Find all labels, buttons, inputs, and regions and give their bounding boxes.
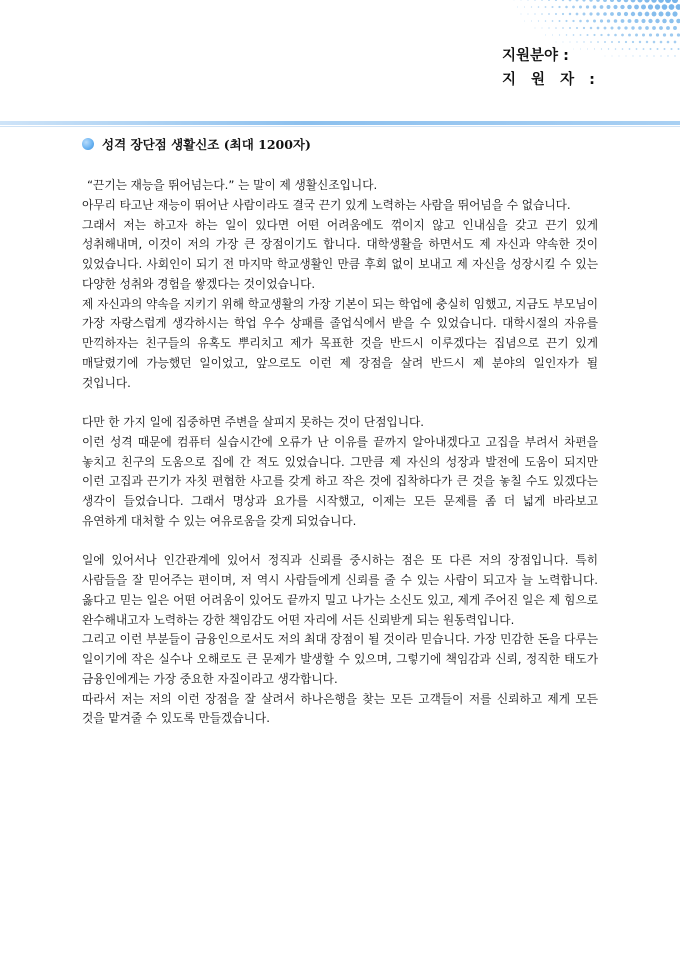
decor-dot xyxy=(610,0,614,2)
decor-dot xyxy=(589,12,592,15)
decor-dot xyxy=(593,20,596,23)
paragraph: 다만 한 가지 일에 집중하면 주변을 살피지 못하는 것이 단점입니다. xyxy=(82,415,424,429)
header-divider xyxy=(0,120,680,129)
decor-dot xyxy=(629,48,631,50)
decor-dot xyxy=(660,41,663,44)
decor-dot xyxy=(652,26,656,30)
decor-dot xyxy=(639,55,640,56)
decor-dot xyxy=(534,13,535,14)
decor-dot xyxy=(589,0,592,2)
section-title: 성격 장단점 생활신조 (최대 1200자) xyxy=(102,137,311,152)
decor-dot xyxy=(624,0,629,2)
decor-dot xyxy=(624,26,627,29)
decor-dot xyxy=(659,12,664,17)
decor-dot xyxy=(641,4,646,9)
decor-dot xyxy=(593,5,596,8)
decor-dot xyxy=(587,34,589,36)
decor-dot xyxy=(669,4,675,10)
decor-dot xyxy=(646,41,648,43)
decor-dot xyxy=(636,48,638,50)
decor-dot xyxy=(562,0,564,1)
decor-dot xyxy=(666,26,670,30)
decor-dot xyxy=(645,12,650,17)
decor-dot xyxy=(569,41,570,42)
decor-dot xyxy=(600,19,603,22)
decor-dot xyxy=(555,0,557,1)
decor-dot xyxy=(545,6,547,8)
decor-dot xyxy=(660,55,661,56)
decor-dot xyxy=(565,20,567,22)
decor-dot xyxy=(603,0,607,2)
decor-dot xyxy=(590,27,593,30)
decor-dot xyxy=(674,55,675,56)
decor-dot xyxy=(576,13,579,16)
decor-dot xyxy=(677,48,679,50)
decor-dot xyxy=(631,0,636,2)
decor-dot xyxy=(534,0,536,1)
decor-dot xyxy=(667,55,668,56)
decor-dot xyxy=(649,33,652,36)
decor-dot xyxy=(583,41,584,42)
field-label-support-area: 지원분야 : xyxy=(502,48,569,64)
decor-dot xyxy=(579,6,582,9)
paragraph: 일에 있어서나 인간관계에 있어서 정직과 신뢰를 중시하는 점은 또 다른 저의 장점입니다. 특히 사람들을 잘 믿어주는 편이며, 저 역시 사람들에게 신뢰를 줄 수 있는 사람이 되고자 늘 노력합니다. 옳다고 믿는 일은 어떤 어려움이 있어도 끝까지 밀고 나가는 소신도 있고, 제게 주어진 일은 제 힘으로 완수해내고자 노력하는 강한 책임감도 어떤 자리에 서든 신뢰받게 되는 원동력입니다. xyxy=(82,553,598,627)
decor-dot xyxy=(644,0,649,3)
decor-dot xyxy=(659,26,663,30)
decor-dot xyxy=(676,19,680,24)
decor-dot xyxy=(582,0,585,2)
decor-dot xyxy=(674,41,677,44)
decor-dot xyxy=(538,20,539,21)
decor-dot xyxy=(617,26,620,29)
decor-dot xyxy=(610,12,614,16)
decor-dot xyxy=(545,20,547,22)
decor-dot xyxy=(641,19,645,23)
decor-dot xyxy=(619,56,620,57)
decor-dot xyxy=(569,27,571,29)
decor-dot xyxy=(611,41,613,43)
decor-dot xyxy=(673,26,677,30)
decor-dot xyxy=(576,0,579,1)
decor-dot xyxy=(625,41,627,43)
decor-dot xyxy=(614,34,617,37)
paragraph-spacer xyxy=(82,393,598,413)
decor-dot xyxy=(621,34,624,37)
decor-dot xyxy=(597,27,600,30)
decor-dot xyxy=(596,0,600,2)
decor-dot xyxy=(634,19,638,23)
decor-dot xyxy=(672,11,677,16)
decor-dot xyxy=(527,13,528,14)
decor-dot xyxy=(590,41,592,43)
decor-dot xyxy=(657,48,659,50)
decor-dot xyxy=(676,4,680,10)
decor-dot xyxy=(632,55,633,56)
decor-dot xyxy=(669,19,674,24)
decor-dot xyxy=(520,0,521,1)
decor-dot xyxy=(622,48,624,50)
decor-dot xyxy=(600,5,604,9)
decor-dot xyxy=(604,41,606,43)
decor-dot xyxy=(627,5,632,10)
decor-dot xyxy=(535,28,536,29)
decor-dot xyxy=(586,5,589,8)
decor-dot xyxy=(607,34,609,36)
decor-dot xyxy=(662,4,668,10)
decor-dot xyxy=(559,20,561,22)
decor-dot xyxy=(642,33,645,36)
decor-dot xyxy=(603,12,607,16)
decor-dot xyxy=(545,35,546,36)
decor-dot xyxy=(556,42,557,43)
decor-dot xyxy=(632,41,634,43)
decor-dot xyxy=(572,6,575,9)
decor-dot xyxy=(651,0,657,3)
decor-dot xyxy=(607,19,610,22)
decor-dot xyxy=(527,0,528,1)
decor-dot xyxy=(562,13,564,15)
decor-dot xyxy=(645,26,649,30)
field-label-applicant: 지 원 자 : xyxy=(502,72,600,88)
decor-dot xyxy=(586,20,589,23)
decor-dot xyxy=(541,27,542,28)
decor-dot xyxy=(597,41,599,43)
paragraph: 아무리 타고난 재능이 뛰어난 사람이라도 결국 끈기 있게 노력하는 사람을 뛰어넘을 수 없습니다. xyxy=(82,197,571,212)
decor-dot xyxy=(672,0,678,3)
decor-dot xyxy=(650,48,652,50)
decor-dot xyxy=(559,34,560,35)
decor-dot xyxy=(665,11,670,16)
decor-dot xyxy=(631,26,634,29)
decor-dot xyxy=(620,5,624,9)
decor-dot xyxy=(624,12,628,16)
decor-dot xyxy=(579,20,582,23)
decor-dot xyxy=(652,12,657,17)
decor-dot xyxy=(638,12,643,17)
decor-dot xyxy=(596,12,599,15)
decor-dot xyxy=(605,56,606,57)
decor-dot xyxy=(521,14,522,15)
decor-dot xyxy=(656,33,659,36)
decor-dot xyxy=(576,27,578,29)
decor-dot xyxy=(663,33,666,36)
decor-dot xyxy=(618,41,620,43)
decor-dot xyxy=(670,48,672,50)
decor-dot xyxy=(555,27,557,29)
decor-dot xyxy=(552,20,554,22)
paragraph: 따라서 저는 저의 이런 장점을 잘 살려서 하나은행을 찾는 모든 고객들이 저를 신뢰하고 제게 모든 것을 맡겨줄 수 있도록 만들겠습니다. xyxy=(82,691,598,726)
decor-dot xyxy=(643,48,645,50)
decor-dot xyxy=(541,0,543,1)
bullet-circle-icon xyxy=(82,138,94,150)
decor-dot xyxy=(628,19,632,23)
decor-dot xyxy=(531,20,532,21)
decor-dot xyxy=(639,41,641,43)
decor-dot xyxy=(615,48,617,50)
decor-dot xyxy=(631,12,635,16)
decor-dot xyxy=(541,13,543,15)
paragraph: 제 자신과의 약속을 지키기 위해 학교생활의 가장 기본이 되는 학업에 충실히 임했고, 지금도 부모님이 가장 자랑스럽게 생각하시는 학업 우수 상패를 졸업식에서 받을 수 있었습니다. 대학시절의 자유를 만끽하자는 친구들의 유혹도 뿌리치고 제가 목표한 것을 반드시 이루겠다는 집념으로 끈기 있게 매달렸기에 가능했던 일이었고, 앞으로도 이런 제 장점을 살려 반드시 제 분야의 일인자가 될 것입니다. xyxy=(82,296,598,390)
decor-dot xyxy=(646,55,647,56)
decor-dot xyxy=(524,21,525,22)
decor-dot xyxy=(613,5,617,9)
decor-dot xyxy=(614,19,618,23)
paragraph: 그래서 저는 하고자 하는 일이 있다면 어떤 어려움에도 꺾이지 않고 인내심을 갖고 끈기 있게 성취해내며, 이것이 저의 가장 큰 장점이기도 합니다. 대학생활을 하면서도 제 자신과 약속한 것이 있었습니다. 사회인이 되기 전 마지막 학교생활인 만큼 후회 없이 보내고 제 자신을 성장시킬 수 있는 다양한 성취와 경험을 쌓겠다는 것이었습니다. xyxy=(82,217,598,291)
decor-dot xyxy=(565,6,568,9)
decor-dot xyxy=(548,27,549,28)
decor-dot xyxy=(653,55,654,56)
decor-dot xyxy=(563,42,564,43)
decor-dot xyxy=(608,48,609,49)
paragraph: 이런 성격 때문에 컴퓨터 실습시간에 오류가 난 이유를 끝까지 알아내겠다고 고집을 부려서 차편을 놓치고 친구의 도움으로 집에 간 적도 있었습니다. 그만큼 제 자신의 성장과 발전에 도움이 되지만 이런 고집과 끈기가 자칫 편협한 사고를 갖게 하고 작은 것에 집착하다가 큰 것을 놓칠 수도 있겠다는 생각이 들었습니다. 그래서 명상과 요가를 시작했고, 이제는 모든 문제를 좀 더 넓게 바라보고 유연하게 대처할 수 있는 여유로움을 갖게 되었습니다. xyxy=(82,434,598,528)
decor-dot xyxy=(569,0,572,1)
decor-dot xyxy=(604,27,607,30)
section-heading xyxy=(82,135,311,153)
decor-dot xyxy=(517,7,518,8)
decor-dot xyxy=(658,0,664,3)
decor-dot xyxy=(524,6,525,7)
decor-dot xyxy=(538,6,540,8)
decor-dot xyxy=(562,27,564,29)
applicant-header xyxy=(502,44,600,92)
decor-dot xyxy=(625,55,626,56)
decor-dot xyxy=(552,34,553,35)
decor-dot xyxy=(548,0,550,1)
decor-dot xyxy=(621,19,625,23)
decor-dot xyxy=(648,4,653,9)
decor-dot xyxy=(612,56,613,57)
decor-dot xyxy=(670,33,673,36)
decor-dot xyxy=(548,13,550,15)
paragraph-spacer xyxy=(82,532,598,552)
decor-dot xyxy=(558,6,560,8)
decor-dot xyxy=(667,41,670,44)
decor-dot xyxy=(580,34,582,36)
essay-body xyxy=(82,176,598,729)
decor-dot xyxy=(593,34,595,36)
decor-dot xyxy=(617,0,621,2)
decor-dot xyxy=(531,6,532,7)
decor-dot xyxy=(653,41,656,44)
decor-dot xyxy=(583,27,585,29)
decor-dot xyxy=(634,5,639,10)
decor-dot xyxy=(665,0,671,3)
decor-dot xyxy=(607,5,611,9)
decor-dot xyxy=(555,13,557,15)
decor-dot xyxy=(583,13,586,16)
decor-dot xyxy=(611,27,614,30)
decor-dot xyxy=(572,20,574,22)
decor-dot xyxy=(628,34,631,37)
decor-dot xyxy=(638,26,642,30)
decor-dot xyxy=(551,6,553,8)
decor-dot xyxy=(617,12,621,16)
decor-dot xyxy=(637,0,642,3)
decor-dot xyxy=(655,4,660,9)
decor-dot xyxy=(648,19,652,23)
decor-dot xyxy=(600,34,602,36)
decor-dot xyxy=(573,34,575,36)
decor-dot xyxy=(569,13,571,15)
paragraph: 그리고 이런 부분들이 금융인으로서도 저의 최대 장점이 될 것이라 믿습니다. 가장 민감한 돈을 다루는 일이기에 작은 실수나 오해로도 큰 문제가 발생할 수 있으며, 그렇기에 책임감과 신뢰, 정직한 태도가 금융인에게는 가장 중요한 자질이라고 생각합니다. xyxy=(82,632,598,686)
decor-dot xyxy=(662,19,666,23)
paragraph: “끈기는 재능을 뛰어넘는다.” 는 말이 제 생활신조입니다. xyxy=(87,178,378,192)
decor-dot xyxy=(601,48,602,49)
decor-dot xyxy=(664,48,666,50)
decor-dot xyxy=(655,19,659,23)
decor-dot xyxy=(566,34,567,35)
decor-dot xyxy=(635,34,638,37)
decor-dot xyxy=(576,41,577,42)
